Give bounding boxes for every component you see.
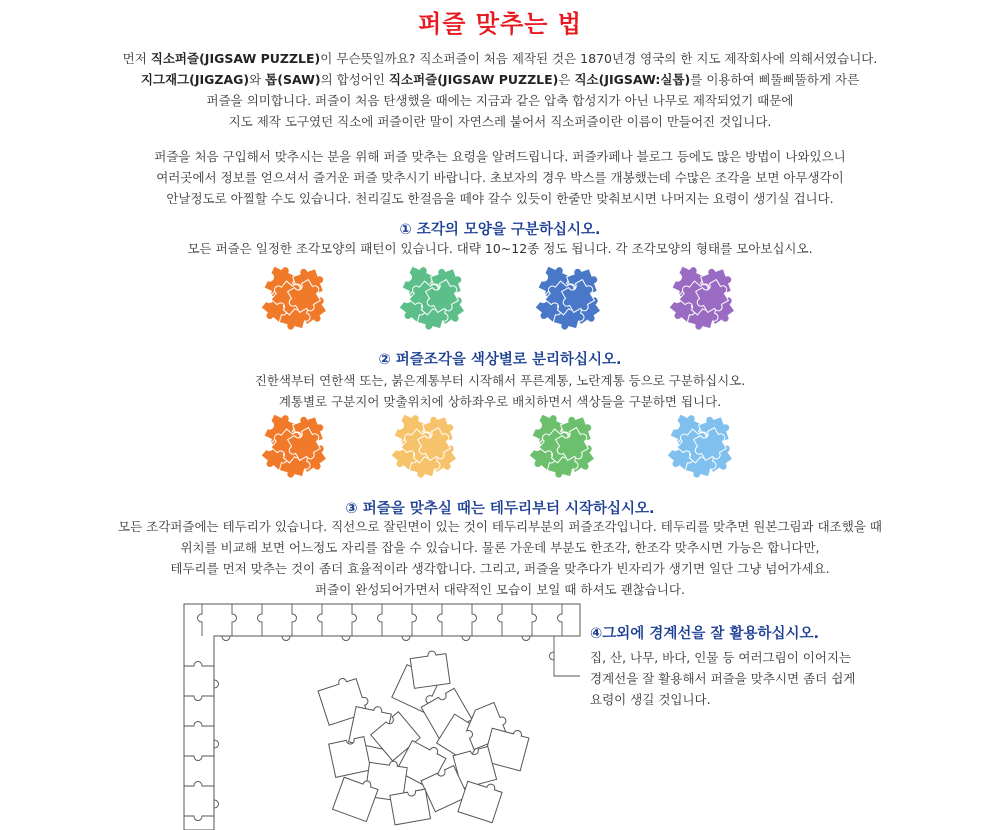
step4-line-1: 집, 산, 나무, 바다, 인물 등 여러그림이 이어지는: [590, 650, 852, 665]
guide-line-2: 여러곳에서 정보를 얻으셔서 즐거운 퍼즐 맞추시기 바랍니다. 초보자의 경우 박스를 개봉했는데 수많은 조각을 보면 아무생각이: [156, 170, 844, 185]
step2-line-1: 진한색부터 연한색 또는, 붉은계통부터 시작해서 푸른계통, 노란계통 등으로 구분하십시오.: [254, 373, 746, 388]
intro-line-3: 퍼즐을 의미합니다. 퍼즐이 처음 탄생했을 때에는 지금과 같은 압축 합성지가 아닌 나무로 제작되었기 때문에: [206, 93, 794, 108]
step1-heading: ① 조각의 모양을 구분하십시오.: [399, 222, 601, 238]
shape-cluster-2: [396, 262, 468, 334]
guide-paragraph: [0, 146, 1000, 209]
color-cluster-2: [388, 410, 460, 482]
step1-text: 모든 퍼즐은 일정한 조각모양의 패턴이 있습니다. 대략 10~12종 정도 됩니다. 각 조각모양의 형태를 모아보십시오.: [187, 241, 813, 256]
shape-cluster-4: [666, 262, 738, 334]
step3-line-4: 퍼즐이 완성되어가면서 대략적인 모습이 보일 때 하셔도 괜찮습니다.: [315, 582, 685, 597]
step3-line-1: 모든 조각퍼즐에는 테두리가 있습니다. 직선으로 잘린면이 있는 것이 테두리부분의 퍼즐조각입니다. 테두리를 맞추면 원본그림과 대조했을 때: [118, 519, 882, 534]
step4-panel: [590, 622, 870, 710]
intro-line-2: 지그재그(JIGZAG)와 톱(SAW)의 합성어인 직소퍼즐(JIGSAW PUZZLE)은 직소(JIGSAW:실톱)를 이용하여 삐뚤삐뚤하게 자른: [140, 72, 860, 87]
color-cluster-4: [664, 410, 736, 482]
step4-heading: ④그외에 경계선을 잘 활용하십시오.: [590, 626, 820, 642]
shape-cluster-1: [258, 262, 330, 334]
color-cluster-3: [526, 410, 598, 482]
step4-line-3: 요령이 생길 것입니다.: [590, 692, 711, 707]
shape-cluster-3: [532, 262, 604, 334]
step2-heading: ② 퍼즐조각을 색상별로 분리하십시오.: [378, 352, 622, 368]
puzzle-border-illustration: [182, 600, 582, 830]
intro-line-4: 지도 제작 도구였던 직소에 퍼즐이란 말이 자연스레 붙어서 직소퍼즐이란 이름이 만들어진 것입니다.: [228, 114, 772, 129]
page-title: 퍼즐 맞추는 법: [418, 10, 582, 38]
step2-text: [0, 370, 1000, 412]
intro-paragraph: [0, 48, 1000, 132]
step3-line-3: 테두리를 먼저 맞추는 것이 좀더 효율적이라 생각합니다. 그리고, 퍼즐을 맞추다가 빈자리가 생기면 일단 그냥 넘어가세요.: [170, 561, 830, 576]
color-cluster-1: [258, 410, 330, 482]
intro-line-1: 먼저 직소퍼즐(JIGSAW PUZZLE)이 무슨뜻일까요? 직소퍼즐이 처음 제작된 것은 1870년경 영국의 한 지도 제작회사에 의해서였습니다.: [122, 51, 878, 66]
step3-text: [0, 516, 1000, 600]
guide-line-1: 퍼즐을 처음 구입해서 맞추시는 분을 위해 퍼즐 맞추는 요령을 알려드립니다. 퍼즐카페나 블로그 등에도 많은 방법이 나와있으니: [154, 149, 846, 164]
step3-line-2: 위치를 비교해 보면 어느정도 자리를 잡을 수 있습니다. 물론 가운데 부분도 한조각, 한조각 맞추시면 가능은 합니다만,: [180, 540, 820, 555]
step2-line-2: 계통별로 구분지어 맞출위치에 상하좌우로 배치하면서 색상들을 구분하면 됩니다.: [278, 394, 722, 409]
guide-line-3: 안날정도로 아찔할 수도 있습니다. 천리길도 한걸음을 떼야 갈수 있듯이 한줄만 맞춰보시면 나머지는 요령이 생기실 겁니다.: [166, 191, 834, 206]
loose-pieces: [317, 649, 530, 825]
step1-piece-clusters: [0, 262, 1000, 334]
step3-heading: ③ 퍼즐을 맞추실 때는 테두리부터 시작하십시오.: [345, 501, 655, 517]
step4-line-2: 경계선을 잘 활용해서 퍼즐을 맞추시면 좀더 쉽게: [590, 671, 856, 686]
step2-piece-clusters: [0, 410, 1000, 482]
